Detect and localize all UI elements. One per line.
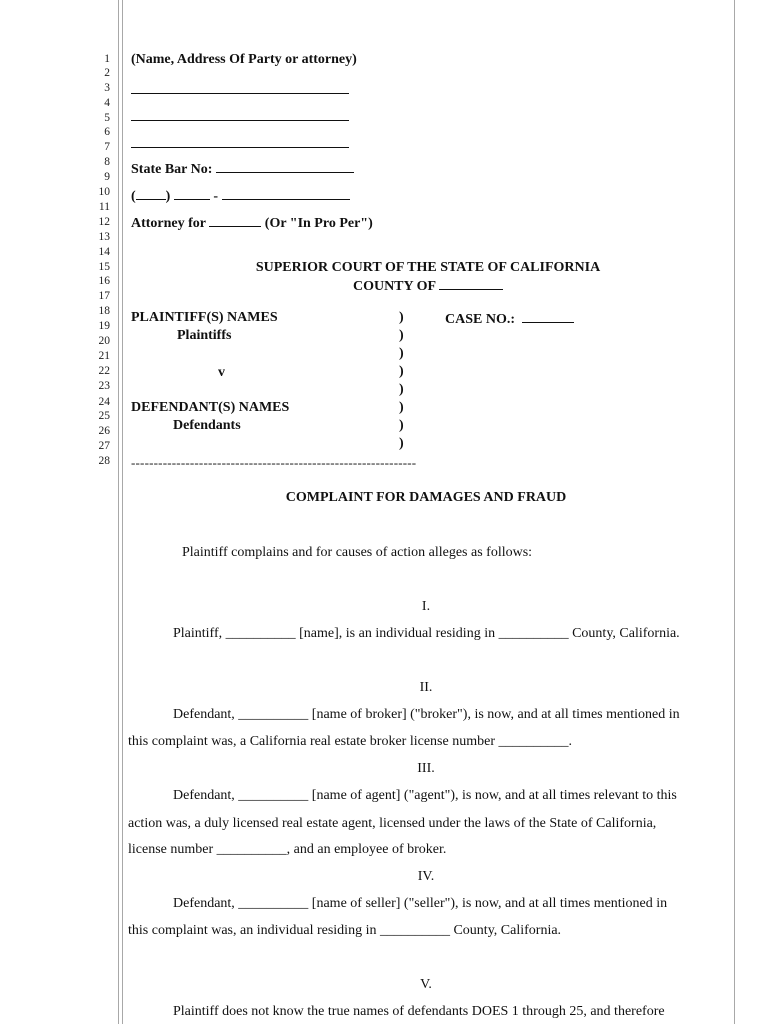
county-label: COUNTY OF (352, 279, 440, 294)
state-bar-label: State Bar No: (131, 162, 216, 177)
attorney-for-suffix: (Or "In Pro Per") (261, 216, 373, 231)
county-line (128, 276, 728, 296)
line-number: 1 (104, 53, 110, 65)
line-number: 19 (98, 320, 110, 332)
line-number: 8 (104, 156, 110, 168)
line-number: 27 (98, 440, 110, 452)
section-numeral-iv: IV. (417, 869, 435, 884)
plaintiffs-names: PLAINTIFF(S) NAMES (131, 310, 278, 325)
section-numeral-iii: III. (417, 761, 435, 776)
bracket: ) (399, 346, 404, 361)
attorney-for-label: Attorney for (131, 216, 210, 231)
section-ii-line-2: this complaint was, a California real estate broker license number __________. (128, 734, 572, 749)
defendants-label: Defendants (173, 418, 241, 433)
court-title: SUPERIOR COURT OF THE STATE OF CALIFORNIA (255, 260, 601, 275)
section-iii-line-1: Defendant, __________ [name of agent] ("agent"), is now, and at all times relevant to this (173, 788, 677, 803)
county-blank[interactable] (439, 276, 503, 290)
left-margin-rule (118, 0, 119, 1024)
line-number: 4 (104, 97, 110, 109)
section-iv-line-1: Defendant, __________ [name of seller] ("seller"), is now, and at all times mentioned in (173, 896, 668, 911)
intro-paragraph: Plaintiff complains and for causes of action alleges as follows: (182, 545, 533, 560)
line-number: 14 (98, 246, 110, 258)
line-number: 21 (98, 350, 110, 362)
attorney-for-line (131, 213, 373, 233)
case-number-line (445, 309, 574, 329)
phone-number-blank[interactable] (222, 186, 350, 200)
line-number: 15 (98, 261, 110, 273)
attorney-for-blank[interactable] (209, 213, 261, 227)
line-number: 10 (98, 186, 110, 198)
line-number: 2 (104, 67, 110, 79)
line-number: 23 (98, 380, 110, 392)
bracket: ) (399, 364, 404, 379)
section-numeral-v: V. (420, 977, 432, 992)
address-blank-2[interactable] (131, 107, 349, 121)
left-margin-rule-inner (122, 0, 123, 1024)
section-numeral-ii: II. (419, 680, 433, 695)
section-iv-line-2: this complaint was, an individual residing in __________ County, California. (128, 923, 562, 938)
plaintiffs-label: Plaintiffs (177, 328, 232, 343)
state-bar-blank[interactable] (216, 159, 354, 173)
line-number: 3 (104, 82, 110, 94)
phone-prefix-blank[interactable] (174, 186, 210, 200)
bracket: ) (399, 310, 404, 325)
line-number: 7 (104, 141, 110, 153)
phone-close-paren: ) (165, 189, 171, 204)
state-bar-line (131, 159, 354, 179)
section-v-line-1: Plaintiff does not know the true names of defendants DOES 1 through 25, and therefore (173, 1004, 665, 1019)
line-number: 6 (104, 126, 110, 138)
party-heading: (Name, Address Of Party or attorney) (131, 52, 357, 67)
section-numeral-i: I. (421, 599, 431, 614)
versus-label: v (218, 365, 225, 380)
right-margin-rule (734, 0, 735, 1024)
line-number: 13 (98, 231, 110, 243)
line-number: 11 (98, 201, 110, 213)
section-i-line-1: Plaintiff, __________ [name], is an individual residing in __________ County, California. (173, 626, 680, 641)
bracket: ) (399, 436, 404, 451)
line-number: 20 (98, 335, 110, 347)
case-number-blank[interactable] (522, 309, 574, 323)
area-code-blank[interactable] (136, 186, 166, 200)
bracket: ) (399, 400, 404, 415)
line-number: 9 (104, 171, 110, 183)
defendants-names: DEFENDANT(S) NAMES (131, 400, 290, 415)
bracket: ) (399, 328, 404, 343)
case-number-label: CASE NO.: (445, 312, 516, 327)
phone-open-paren: ( (131, 189, 136, 204)
line-number: 24 (98, 396, 110, 408)
line-number: 25 (98, 410, 110, 422)
address-blank-1[interactable] (131, 80, 349, 94)
line-number: 26 (98, 425, 110, 437)
phone-dash: - (209, 189, 222, 204)
line-number: 17 (98, 290, 110, 302)
bracket: ) (399, 418, 404, 433)
line-number: 16 (98, 275, 110, 287)
complaint-title: COMPLAINT FOR DAMAGES AND FRAUD (285, 490, 567, 505)
line-number: 22 (98, 365, 110, 377)
line-number: 12 (98, 216, 110, 228)
address-blank-3[interactable] (131, 134, 349, 148)
section-ii-line-1: Defendant, __________ [name of broker] ("broker"), is now, and at all times mentioned in (173, 707, 680, 722)
caption-divider: --------------------------------------------------------------- (131, 455, 417, 470)
phone-line (131, 186, 350, 206)
line-number: 5 (104, 112, 110, 124)
line-number: 28 (98, 455, 110, 467)
bracket: ) (399, 382, 404, 397)
section-iii-line-2: action was, a duly licensed real estate agent, licensed under the laws of the State of California, (128, 816, 657, 831)
section-iii-line-3: license number __________, and an employee of broker. (128, 842, 447, 857)
line-number: 18 (98, 305, 110, 317)
